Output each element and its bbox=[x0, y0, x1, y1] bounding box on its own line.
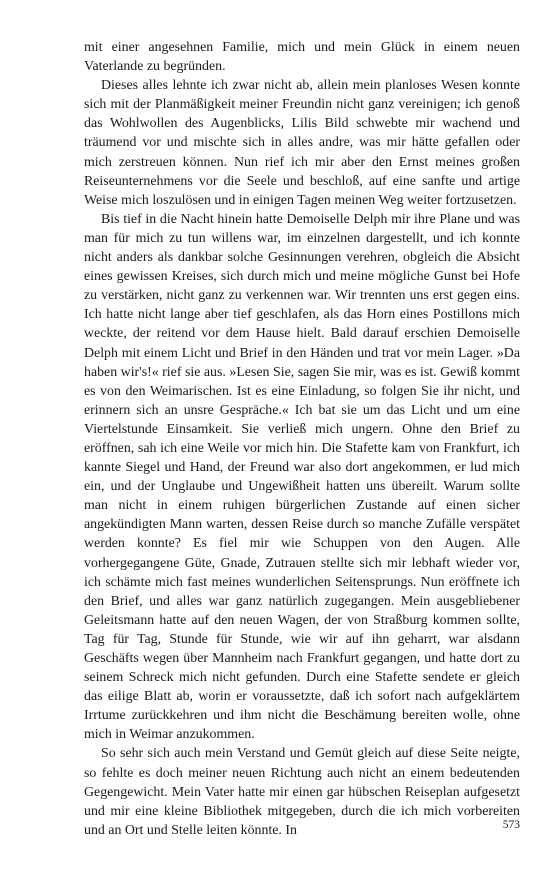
book-page-text bbox=[84, 38, 520, 840]
paragraph-2: Dieses alles lehnte ich zwar nicht ab, allein mein planloses Wesen konnte sich mit der Planmäßigkeit meiner Freundin nicht ganz vereinigen; ich genoß das Wohlwollen des Augenblicks, Lilis Bild schwebte mir wachend und träumend vor und mischte sich in alles andre, was mir hätte gefallen oder mich zerstreuen können. Nun rief ich mir aber den Ernst meines großen Reiseunternehmens vor die Seele und beschloß, auf eine sanfte und artige Weise mich loszulösen und in einigen Tagen meinen Weg weiter fortzusetzen. bbox=[84, 78, 520, 208]
paragraph-3: Bis tief in die Nacht hinein hatte Demoiselle Delph mir ihre Plane und was man für mich zu tun willens war, im einzelnen dargestellt, und ich konnte nicht anders als dankbar solche Gesinnungen verehren, obgleich die Absicht eines gewissen Kreises, sich durch mich und meine mögliche Gunst bei Hofe zu verstärken, nicht ganz zu verkennen war. Wir trennten uns erst gegen eins. Ich hatte nicht lange aber tief geschlafen, als das Horn eines Postillons mich weckte, der reitend vor dem Hause hielt. Bald darauf erschien Demoiselle Delph mit einem Licht und Brief in den Händen und trat vor mein Lager. »Da haben wir's!« rief sie aus. »Lesen Sie, sagen Sie mir, was es ist. Gewiß kommt es von den Weimarischen. Ist es eine Einladung, so folgen Sie ihr nicht, und erinnern sich an unsre Gespräche.« Ich bat sie um das Licht und um eine Viertelstunde Einsamkeit. Sie verließ mich ungern. Ohne den Brief zu eröffnen, sah ich eine Weile vor mich hin. Die Stafette kam von Frankfurt, ich kannte Siegel und Hand, der Freund war also dort angekommen, er lud mich ein, und der Unglaube und Ungewißheit hatten uns übereilt. Warum sollte man nicht in einem ruhigen bürgerlichen Zustande auf einen sicher angekündigten Mann warten, dessen Reise durch so manche Zufälle verspätet werden konnte? Es fiel mir wie Schuppen von den Augen. Alle vorhergegangene Güte, Gnade, Zutrauen stellte sich mir lebhaft wieder vor, ich schämte mich fast meines wunderlichen Seitensprungs. Nun eröffnete ich den Brief, und alles war ganz natürlich zugegangen. Mein ausgebliebener Geleitsmann hatte auf den neuen Wagen, der von Straßburg kommen sollte, Tag für Tag, Stunde für Stunde, wie wir auf ihn geharrt, war alsdann Geschäfts wegen über Mannheim nach Frankfurt gegangen, und hatte dort zu seinem Schreck mich nicht gefunden. Durch eine Stafette sendete er gleich das eilige Blatt ab, worin er voraussetzte, daß ich sofort nach aufgeklärtem Irrtume zurückkehren und ihm nicht die Beschämung bereiten wolle, ohne mich in Weimar anzukommen. bbox=[84, 211, 520, 743]
paragraph-1: mit einer angesehnen Familie, mich und mein Glück in einem neuen Vaterlande zu begründen. bbox=[84, 40, 520, 75]
page-number: 573 bbox=[502, 819, 520, 831]
paragraph-4: So sehr sich auch mein Verstand und Gemüt gleich auf diese Seite neigte, so fehlte es doch meiner neuen Richtung auch nicht an einem bedeutenden Gegengewicht. Mein Vater hatte mir einen gar hübschen Reiseplan aufgesetzt und mir eine kleine Bibliothek mitgegeben, durch die ich mich vorbereiten und an Ort und Stelle leiten könnte. In bbox=[84, 746, 520, 838]
